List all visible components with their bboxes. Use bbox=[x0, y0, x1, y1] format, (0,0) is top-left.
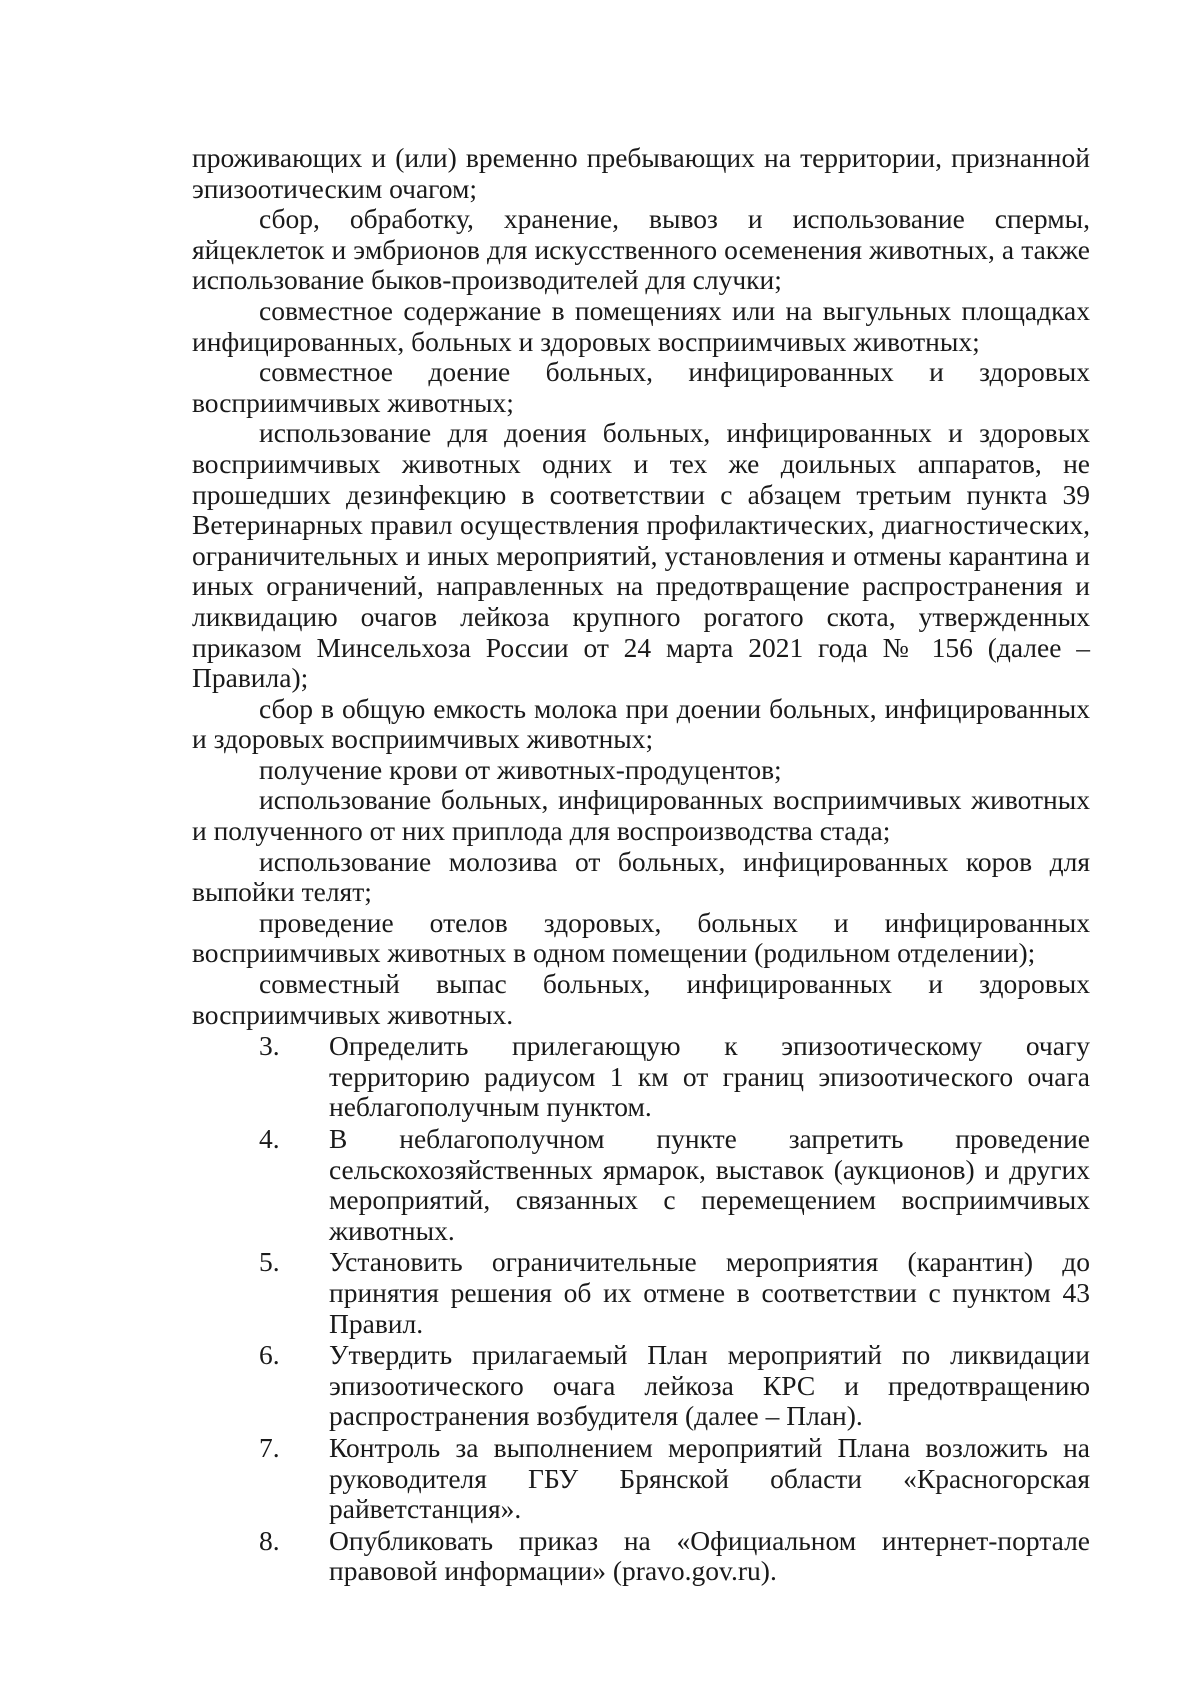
item-number: 3. bbox=[259, 1030, 280, 1062]
item-text: Определить прилегающую к эпизоотическому очагу территорию радиусом 1 км от границ эпизоотического очага неблагополучным пунктом. bbox=[329, 1030, 1090, 1123]
numbered-item bbox=[192, 1031, 1090, 1123]
item-text: Утвердить прилагаемый План мероприятий по ликвидации эпизоотического очага лейкоза КРС и предотвращению распространения возбудителя (далее – План). bbox=[329, 1339, 1090, 1432]
paragraph: использование больных, инфицированных восприимчивых животных и полученного от них приплода для воспроизводства стада; bbox=[192, 784, 1090, 847]
numbered-item bbox=[192, 1247, 1090, 1339]
numbered-item bbox=[192, 1124, 1090, 1246]
paragraph: использование молозива от больных, инфицированных коров для выпойки телят; bbox=[192, 845, 1090, 908]
item-text: В неблагополучном пункте запретить проведение сельскохозяйственных ярмарок, выставок (аукционов) и других мероприятий, связанных с перемещением восприимчивых животных. bbox=[329, 1123, 1090, 1246]
paragraph: получение крови от животных-продуцентов; bbox=[259, 753, 782, 785]
numbered-item bbox=[192, 1526, 1090, 1587]
item-text: Контроль за выполнением мероприятий Плана возложить на руководителя ГБУ Брянской области «Красногорская райветстанция». bbox=[329, 1431, 1090, 1525]
paragraph: использование для доения больных, инфицированных и здоровых восприимчивых животных одних и тех же доильных аппаратов, не прошедших дезинфекцию в соответствии с абзацем третьим пункта 39 Ветеринарных правил осуществления профилактических, диагностических, ограничительных и иных мероприятий, установления и отмены карантина и иных ограничений, направленных на предотвращение распространения и ликвидацию очагов лейкоза крупного рогатого скота, утвержденных приказом Минсельхоза России от 24 марта 2021 года № 156 (далее – Правила); bbox=[192, 417, 1090, 694]
item-number: 7. bbox=[259, 1431, 280, 1463]
numbered-item bbox=[192, 1433, 1090, 1525]
paragraph: проведение отелов здоровых, больных и инфицированных восприимчивых животных в одном помещении (родильном отделении); bbox=[192, 906, 1090, 969]
paragraph: сбор, обработку, хранение, вывоз и использование спермы, яйцеклеток и эмбрионов для искусственного осеменения животных, а также использование быков-производителей для случки; bbox=[192, 203, 1090, 296]
item-number: 5. bbox=[259, 1246, 280, 1278]
item-number: 6. bbox=[259, 1339, 280, 1371]
item-text: Опубликовать приказ на «Официальном интернет-портале правовой информации» (pravo.gov.ru). bbox=[329, 1524, 1090, 1587]
document-body bbox=[192, 143, 1090, 1587]
paragraph: совместный выпас больных, инфицированных и здоровых восприимчивых животных. bbox=[192, 968, 1090, 1030]
item-text: Установить ограничительные мероприятия (карантин) до принятия решения об их отмене в соответствии с пунктом 43 Правил. bbox=[329, 1246, 1090, 1339]
item-number: 4. bbox=[259, 1123, 280, 1154]
paragraph: проживающих и (или) временно пребывающих на территории, признанной эпизоотическим очагом; bbox=[192, 142, 1090, 204]
numbered-item bbox=[192, 1340, 1090, 1432]
item-number: 8. bbox=[259, 1524, 280, 1556]
paragraph: сбор в общую емкость молока при доении больных, инфицированных и здоровых восприимчивых животных; bbox=[192, 692, 1090, 755]
paragraph: совместное содержание в помещениях или на выгульных площадках инфицированных, больных и здоровых восприимчивых животных; bbox=[192, 294, 1090, 357]
paragraph: совместное доение больных, инфицированных и здоровых восприимчивых животных; bbox=[192, 356, 1090, 418]
